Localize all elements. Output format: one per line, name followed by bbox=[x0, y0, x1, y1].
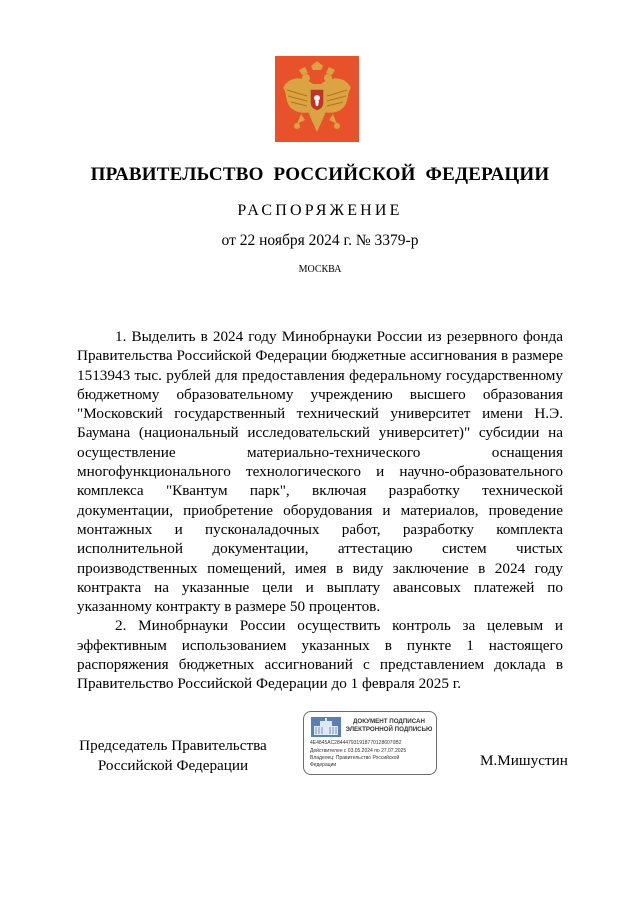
signatory-title-line1: Председатель Правительства bbox=[79, 737, 267, 754]
signatory-title-line2: Российской Федерации bbox=[97, 756, 249, 774]
document-body bbox=[77, 327, 563, 694]
stamp-validity: Действителен с 03.05.2024 по 27.07.2025 bbox=[310, 748, 407, 754]
stamp-owner-line2: Федерации bbox=[310, 762, 337, 768]
paragraph-1: 1. Выделить в 2024 году Минобрнауки России из резервного фонда Правительства Российской Федерации бюджетные ассигнования в размере 1513943 тыс. рублей для предоставления федеральному государственному бюджетному образовательному учреждению высшего образования "Московский государственный технический университет имени Н.Э. Баумана (национальный исследовательский университет)" субсидии на осуществление материально-технического оснащения многофункционального технологического и научно-образовательного комплекса "Квантум парк", включая разработку технической документации, приобретение оборудования и материалов, проведение монтажных и пусконаладочных работ, разработку комплекта исполнительной документации, аттестацию систем чистых производственных помещений, имея в виду заключение в 2024 году контракта на указанные цели и выплату авансовых платежей по указанному контракту в размере 50 процентов. bbox=[77, 328, 563, 616]
electronic-signature-stamp bbox=[303, 711, 437, 775]
government-title: ПРАВИТЕЛЬСТВО РОССИЙСКОЙ ФЕДЕРАЦИИ bbox=[90, 164, 550, 185]
russian-coat-of-arms-icon bbox=[275, 56, 359, 142]
stamp-certificate: 4E4845AC2844479319187701286070B2 bbox=[310, 740, 402, 746]
document-type: РАСПОРЯЖЕНИЕ bbox=[237, 202, 403, 219]
stamp-owner-line1: Владелец: Правительство Российской bbox=[310, 755, 400, 761]
signatory-title bbox=[77, 736, 269, 775]
building-icon bbox=[311, 717, 341, 737]
stamp-title bbox=[344, 718, 434, 734]
stamp-title-line2: ЭЛЕКТРОННОЙ ПОДПИСЬЮ bbox=[345, 726, 433, 733]
date-number: от 22 ноября 2024 г. № 3379-р bbox=[221, 232, 419, 249]
stamp-title-line1: ДОКУМЕНТ ПОДПИСАН bbox=[353, 718, 425, 725]
signatory-name: М.Мишустин bbox=[480, 752, 568, 769]
city: МОСКВА bbox=[298, 264, 342, 275]
paragraph-2: 2. Минобрнауки России осуществить контроль за целевым и эффективным использованием указанных в пункте 1 настоящего распоряжения бюджетных ассигнований с представлением доклада в Правительство Российской Федерации до 1 февраля 2025 г. bbox=[77, 617, 563, 693]
